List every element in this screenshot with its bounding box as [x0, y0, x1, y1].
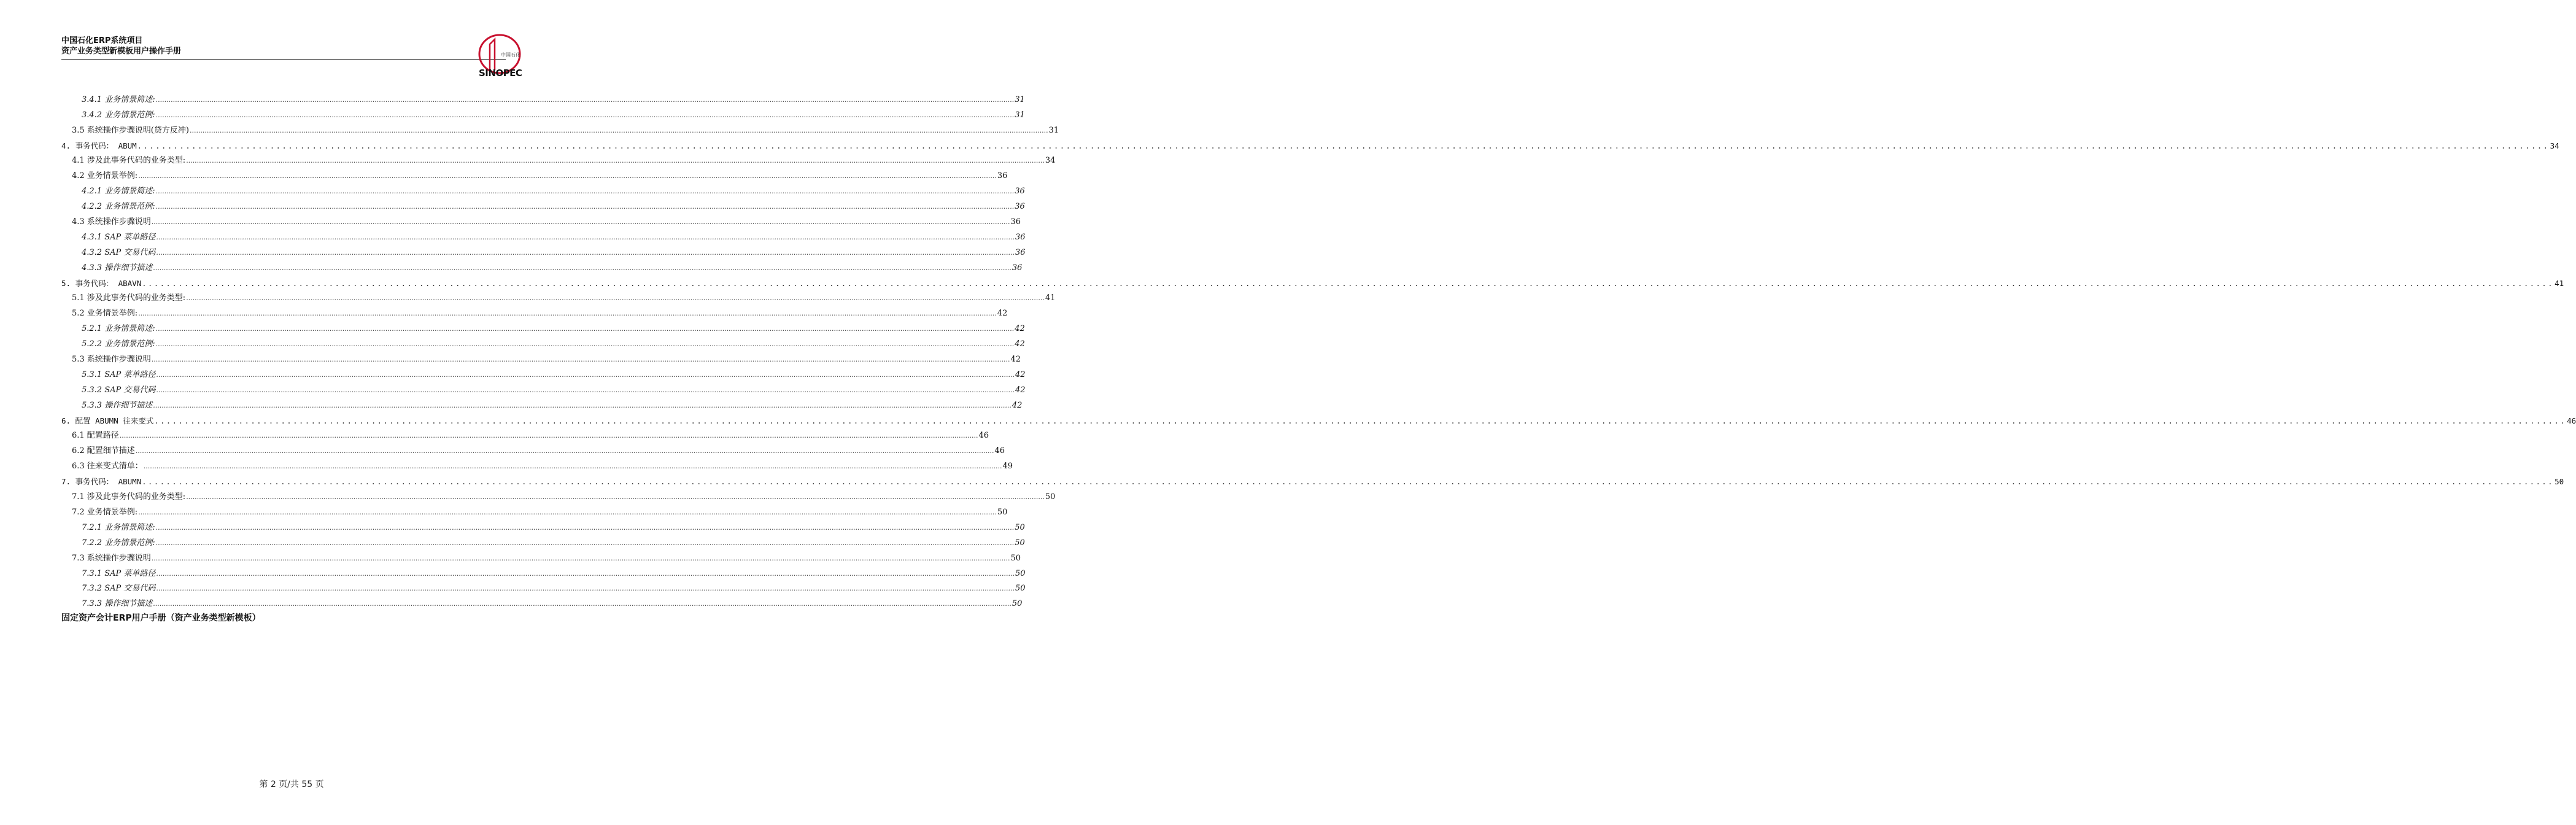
toc-dot-leader: ................................................................................................................................................................................................................................................................................................................................................................................................................ — [143, 462, 1002, 471]
toc-dot-leader: ................................................................................................................................................................................................................................................................................................................................................................................................................ — [153, 600, 1011, 608]
toc-entry-label: 5.3.2 SAP 交易代码 — [82, 385, 156, 395]
toc-entry-label: 7.2 业务情景举例: — [72, 507, 138, 517]
toc-entry-label: 4.3.2 SAP 交易代码 — [82, 247, 156, 257]
toc-dot-leader: ................................................................................................................................................................................................................................................................................................................................................................................................................ — [155, 110, 1015, 119]
toc-entry-page-number: 42 — [1010, 355, 1021, 365]
header-divider — [61, 59, 506, 60]
toc-entry[interactable] — [61, 456, 1013, 471]
toc-entry-page-number: 36 — [1010, 217, 1021, 227]
toc-entry-label: 5.2.2 业务情景范例: — [82, 339, 155, 349]
toc-entry-label: 3.5 系统操作步骤说明(贷方反冲) — [72, 125, 189, 135]
toc-entry-label: 7. 事务代码： ABUMN — [61, 477, 142, 487]
toc-entry-label: 3.4.1 业务情景简述: — [82, 95, 155, 104]
toc-dot-leader: ................................................................................................................................................................................................................................................................................................................................................................................................................ — [156, 233, 1015, 241]
toc-entry-page-number: 42 — [997, 309, 1008, 319]
toc-entry-page-number: 50 — [1045, 492, 1056, 502]
toc-entry-label: 6.1 配置路径 — [72, 431, 119, 441]
logo-small-text: 中国石化 — [501, 52, 520, 58]
toc-entry-label: 4. 事务代码： ABUM — [61, 141, 137, 150]
toc-entry-label: 7.2.1 业务情景简述: — [82, 522, 155, 532]
toc-entry[interactable] — [61, 105, 1025, 120]
toc-entry-page-number: 42 — [1011, 400, 1023, 410]
toc-entry[interactable] — [61, 441, 1005, 456]
toc-entry[interactable] — [61, 136, 2559, 151]
toc-dot-leader: ................................................................................................................................................................................................................................................................................................................................................................................................................ — [189, 126, 1048, 134]
footer-total-pages: 55 — [301, 780, 313, 789]
toc-entry-page-number: 34 — [2550, 141, 2559, 150]
toc-dot-leader: ................................................................................................................................................................................................................................................................................................................................................................................................................ — [155, 325, 1015, 333]
toc-entry-label: 5. 事务代码： ABAVN — [61, 278, 142, 288]
toc-entry[interactable] — [61, 365, 1026, 380]
toc-entry[interactable] — [61, 151, 1056, 166]
toc-entry-label: 4.2.2 业务情景范例: — [82, 202, 155, 212]
toc-dot-leader: ................................................................................................................................................................................................................................................................................................................................................................................................................ — [151, 554, 1010, 562]
toc-entry[interactable] — [61, 181, 1025, 196]
toc-entry[interactable] — [61, 471, 2564, 487]
toc-entry[interactable] — [61, 564, 1026, 579]
toc-entry-label: 5.3 系统操作步骤说明 — [72, 355, 151, 365]
page-footer — [0, 778, 583, 790]
toc-entry-label: 4.3.3 操作细节描述 — [82, 263, 153, 273]
toc-dot-leader: ................................................................................................................................................................................................................................................................................................................................................................................................................ — [155, 203, 1015, 211]
toc-entry[interactable] — [61, 579, 1026, 594]
toc-entry-label: 5.2 业务情景举例: — [72, 309, 138, 319]
toc-entry[interactable] — [61, 548, 1021, 564]
toc-dot-leader: ................................................................................................................................................................................................................................................................................................................................................................................................................ — [154, 416, 2567, 425]
toc-dot-leader: ................................................................................................................................................................................................................................................................................................................................................................................................................ — [151, 218, 1010, 227]
toc-entry-page-number: 31 — [1048, 125, 1059, 135]
toc-dot-leader: ................................................................................................................................................................................................................................................................................................................................................................................................................ — [153, 263, 1011, 272]
toc-entry[interactable] — [61, 594, 1023, 609]
toc-entry[interactable] — [61, 533, 1025, 548]
toc-dot-leader: ................................................................................................................................................................................................................................................................................................................................................................................................................ — [138, 309, 997, 318]
toc-entry-page-number: 50 — [1015, 522, 1025, 532]
toc-entry[interactable] — [61, 380, 1026, 395]
toc-entry-label: 7.3.3 操作细节描述 — [82, 599, 153, 609]
toc-dot-leader: ................................................................................................................................................................................................................................................................................................................................................................................................................ — [186, 157, 1045, 165]
toc-entry[interactable] — [61, 273, 2564, 289]
toc-entry-label: 5.3.3 操作细节描述 — [82, 400, 153, 410]
toc-entry-page-number: 36 — [997, 171, 1008, 181]
toc-entry-page-number: 50 — [1010, 553, 1021, 563]
toc-entry-page-number: 49 — [1002, 462, 1013, 471]
toc-entry[interactable] — [61, 227, 1026, 242]
toc-entry-page-number: 36 — [1015, 187, 1025, 196]
toc-entry-label: 5.3.1 SAP 菜单路径 — [82, 370, 156, 379]
toc-entry-page-number: 36 — [1015, 232, 1026, 242]
header-manual-title: 资产业务类型新模板用户操作手册 — [61, 47, 182, 56]
toc-entry-page-number: 50 — [2555, 477, 2564, 487]
toc-entry-page-number: 50 — [1015, 584, 1026, 594]
toc-dot-leader: ................................................................................................................................................................................................................................................................................................................................................................................................................ — [156, 569, 1015, 578]
toc-entry-label: 7.3 系统操作步骤说明 — [72, 553, 151, 563]
toc-entry-page-number: 50 — [1011, 599, 1023, 609]
footer-current-page: 2 — [270, 780, 276, 789]
toc-entry[interactable] — [61, 395, 1023, 411]
toc-entry-label: 4.2 业务情景举例: — [72, 171, 138, 181]
toc-entry-page-number: 31 — [1015, 110, 1025, 120]
toc-entry[interactable] — [61, 120, 1059, 136]
page-header — [61, 36, 505, 56]
toc-entry[interactable] — [61, 196, 1025, 212]
toc-entry[interactable] — [61, 517, 1025, 533]
toc-dot-leader: ................................................................................................................................................................................................................................................................................................................................................................................................................ — [135, 447, 994, 455]
toc-entry-page-number: 31 — [1015, 95, 1025, 104]
toc-dot-leader: ................................................................................................................................................................................................................................................................................................................................................................................................................ — [155, 95, 1015, 104]
toc-dot-leader: ................................................................................................................................................................................................................................................................................................................................................................................................................ — [155, 523, 1015, 532]
toc-dot-leader: ................................................................................................................................................................................................................................................................................................................................................................................................................ — [156, 584, 1015, 593]
toc-entry-page-number: 41 — [2555, 278, 2564, 288]
toc-entry-page-number: 34 — [1045, 156, 1056, 166]
table-of-contents — [61, 90, 2576, 609]
toc-entry-page-number: 46 — [994, 446, 1005, 456]
toc-entry[interactable] — [61, 90, 1025, 105]
toc-entry-label: 4.2.1 业务情景简述: — [82, 187, 155, 196]
toc-dot-leader: ................................................................................................................................................................................................................................................................................................................................................................................................................ — [142, 478, 2555, 487]
toc-entry-page-number: 50 — [1015, 538, 1025, 548]
toc-entry-label: 6. 配置 ABUMN 往来变式 — [61, 416, 154, 425]
toc-entry[interactable] — [61, 289, 1056, 304]
toc-entry-page-number: 36 — [1015, 202, 1025, 212]
toc-dot-leader: ................................................................................................................................................................................................................................................................................................................................................................................................................ — [155, 538, 1015, 547]
toc-entry-page-number: 42 — [1015, 324, 1025, 334]
toc-entry-page-number: 50 — [997, 507, 1008, 517]
toc-entry-label: 4.1 涉及此事务代码的业务类型: — [72, 156, 186, 166]
toc-entry-label: 6.3 往来变式清单： — [72, 462, 143, 471]
toc-dot-leader: ................................................................................................................................................................................................................................................................................................................................................................................................................ — [119, 432, 978, 440]
toc-dot-leader: ................................................................................................................................................................................................................................................................................................................................................................................................................ — [142, 279, 2555, 288]
toc-dot-leader: ................................................................................................................................................................................................................................................................................................................................................................................................................ — [138, 508, 997, 516]
toc-entry-page-number: 36 — [1015, 247, 1026, 257]
toc-dot-leader: ................................................................................................................................................................................................................................................................................................................................................................................................................ — [186, 493, 1045, 502]
toc-dot-leader: ................................................................................................................................................................................................................................................................................................................................................................................................................ — [151, 355, 1010, 364]
toc-entry-label: 6.2 配置细节描述 — [72, 446, 135, 456]
toc-entry-page-number: 41 — [1045, 293, 1056, 303]
toc-entry-page-number: 42 — [1015, 385, 1026, 395]
toc-entry-page-number: 42 — [1015, 370, 1026, 379]
toc-dot-leader: ................................................................................................................................................................................................................................................................................................................................................................................................................ — [137, 141, 2550, 150]
toc-dot-leader: ................................................................................................................................................................................................................................................................................................................................................................................................................ — [156, 248, 1015, 257]
logo-brand-text: SINOPEC — [479, 68, 522, 79]
toc-dot-leader: ................................................................................................................................................................................................................................................................................................................................................................................................................ — [186, 294, 1045, 303]
toc-entry-label: 7.1 涉及此事务代码的业务类型: — [72, 492, 186, 502]
toc-entry[interactable] — [61, 303, 1008, 319]
toc-entry-page-number: 46 — [978, 431, 989, 441]
toc-entry[interactable] — [61, 487, 1056, 502]
toc-entry-page-number: 50 — [1015, 568, 1026, 578]
toc-dot-leader: ................................................................................................................................................................................................................................................................................................................................................................................................................ — [156, 385, 1015, 394]
footer-middle: 页/共 — [279, 780, 299, 789]
header-project-title: 中国石化ERP系统项目 — [61, 36, 143, 45]
toc-dot-leader: ................................................................................................................................................................................................................................................................................................................................................................................................................ — [138, 172, 997, 180]
toc-entry[interactable] — [61, 166, 1008, 181]
toc-entry-label: 4.3.1 SAP 菜单路径 — [82, 232, 156, 242]
toc-entry-page-number: 46 — [2567, 416, 2576, 425]
toc-entry[interactable] — [61, 242, 1026, 258]
sinopec-logo — [476, 33, 523, 79]
toc-entry-label: 4.3 系统操作步骤说明 — [72, 217, 151, 227]
document-title: 固定资产会计ERP用户手册（资产业务类型新模板） — [61, 613, 261, 623]
toc-entry[interactable] — [61, 349, 1021, 365]
toc-entry[interactable] — [61, 319, 1025, 334]
toc-entry-label: 5.1 涉及此事务代码的业务类型: — [72, 293, 186, 303]
toc-entry-label: 7.3.2 SAP 交易代码 — [82, 584, 156, 594]
toc-entry-label: 5.2.1 业务情景简述: — [82, 324, 155, 334]
toc-entry-page-number: 36 — [1011, 263, 1023, 273]
toc-entry[interactable] — [61, 258, 1023, 273]
toc-entry-label: 3.4.2 业务情景范例: — [82, 110, 155, 120]
toc-entry-label: 7.3.1 SAP 菜单路径 — [82, 568, 156, 578]
toc-dot-leader: ................................................................................................................................................................................................................................................................................................................................................................................................................ — [155, 340, 1015, 349]
toc-entry[interactable] — [61, 426, 989, 441]
toc-entry[interactable] — [61, 334, 1025, 349]
footer-prefix: 第 — [259, 780, 268, 789]
toc-entry[interactable] — [61, 502, 1008, 517]
toc-entry[interactable] — [61, 411, 2576, 426]
toc-dot-leader: ................................................................................................................................................................................................................................................................................................................................................................................................................ — [155, 187, 1015, 196]
toc-entry-page-number: 42 — [1015, 339, 1025, 349]
toc-dot-leader: ................................................................................................................................................................................................................................................................................................................................................................................................................ — [153, 401, 1011, 409]
toc-entry-label: 7.2.2 业务情景范例: — [82, 538, 155, 548]
toc-entry[interactable] — [61, 212, 1021, 227]
toc-dot-leader: ................................................................................................................................................................................................................................................................................................................................................................................................................ — [156, 370, 1015, 379]
footer-suffix: 页 — [315, 780, 324, 789]
